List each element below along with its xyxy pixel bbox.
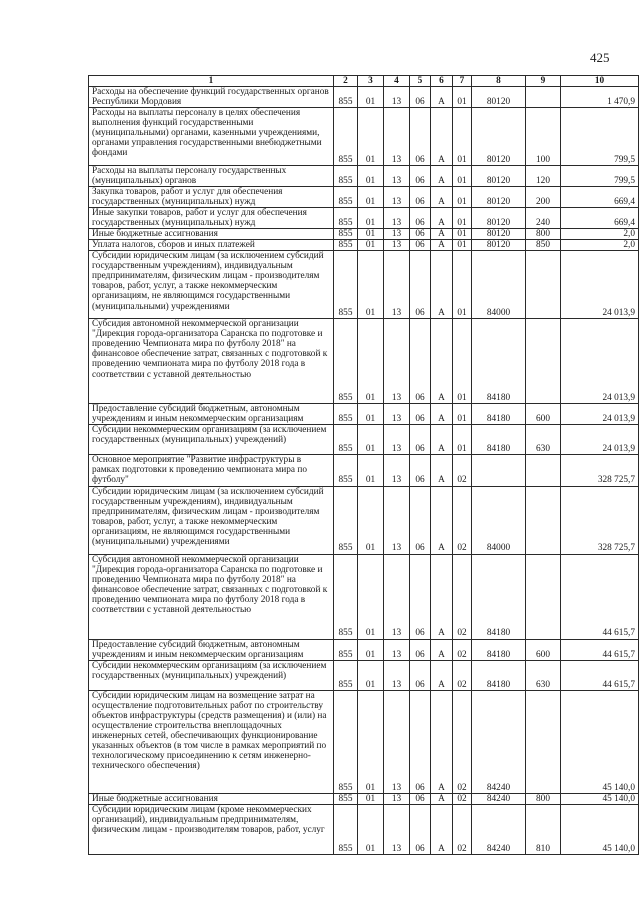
page-number: 425 [590,50,610,65]
row-code-c4: 13 [384,425,410,455]
row-code-c9 [526,251,561,319]
row-code-c8: 80120 [472,187,526,208]
header-cell: 4 [384,76,410,87]
row-code-c3: 01 [358,166,384,187]
table-row [89,793,639,804]
header-row [89,76,639,87]
table-row [89,166,639,187]
row-code-c4: 13 [384,319,410,404]
row-code-c3: 01 [358,319,384,404]
row-code-c4: 13 [384,229,410,240]
row-code-c6: А [431,187,453,208]
header-cell: 9 [526,76,561,87]
row-code-c3: 01 [358,660,384,690]
row-code-c9: 630 [526,660,561,690]
row-amount: 44 615,7 [561,639,639,660]
row-code-c4: 13 [384,87,410,108]
row-code-c3: 01 [358,240,384,251]
table-row [89,319,639,404]
table-row [89,804,639,854]
row-name: Субсидии некоммерческим организациям (за исключением государственных (муниципальных) учреждений) [89,425,334,455]
row-code-c3: 01 [358,690,384,793]
row-code-c5: 06 [410,660,431,690]
row-code-c5: 06 [410,87,431,108]
table-row [89,87,639,108]
row-name: Субсидии юридическим лицам (за исключением субсидий государственным учреждениям), индивидуальным предпринимателям, физическим лицам - производителям товаров, работ, услуг, а также некоммерческим организациям, не являющимся государственными (муниципальными) учреждениями [89,251,334,319]
row-code-c9: 100 [526,108,561,166]
row-code-c2: 855 [334,425,358,455]
row-code-c8: 84000 [472,486,526,554]
row-code-c4: 13 [384,166,410,187]
header-cell: 5 [410,76,431,87]
row-code-c7: 02 [453,486,472,554]
row-code-c4: 13 [384,554,410,639]
row-code-c4: 13 [384,793,410,804]
row-code-c5: 06 [410,251,431,319]
row-code-c2: 855 [334,187,358,208]
row-code-c2: 855 [334,319,358,404]
row-code-c9 [526,554,561,639]
row-code-c2: 855 [334,660,358,690]
row-code-c7: 01 [453,208,472,229]
row-code-c7: 02 [453,554,472,639]
row-code-c3: 01 [358,229,384,240]
row-code-c7: 01 [453,229,472,240]
row-code-c3: 01 [358,251,384,319]
row-amount: 44 615,7 [561,660,639,690]
row-code-c8: 80120 [472,240,526,251]
row-code-c7: 02 [453,660,472,690]
row-code-c5: 06 [410,240,431,251]
header-cell: 1 [89,76,334,87]
row-code-c3: 01 [358,425,384,455]
row-name: Расходы на обеспечение функций государственных органов Республики Мордовия [89,87,334,108]
row-code-c2: 855 [334,87,358,108]
header-cell: 2 [334,76,358,87]
row-code-c8: 84180 [472,319,526,404]
row-code-c5: 06 [410,455,431,486]
row-amount: 2,0 [561,240,639,251]
row-code-c7: 02 [453,690,472,793]
row-code-c6: А [431,455,453,486]
row-amount: 669,4 [561,187,639,208]
row-code-c9: 200 [526,187,561,208]
row-amount: 328 725,7 [561,455,639,486]
table-row [89,404,639,425]
row-amount: 24 013,9 [561,319,639,404]
row-code-c2: 855 [334,486,358,554]
row-code-c2: 855 [334,240,358,251]
row-code-c9: 850 [526,240,561,251]
row-code-c4: 13 [384,639,410,660]
row-code-c5: 06 [410,229,431,240]
row-code-c2: 855 [334,793,358,804]
table-row [89,639,639,660]
row-code-c9: 240 [526,208,561,229]
row-code-c8: 84180 [472,554,526,639]
row-code-c7: 02 [453,639,472,660]
row-code-c9 [526,455,561,486]
row-code-c4: 13 [384,240,410,251]
table-row [89,251,639,319]
row-code-c4: 13 [384,187,410,208]
row-amount: 2,0 [561,229,639,240]
row-code-c7: 01 [453,240,472,251]
row-code-c5: 06 [410,425,431,455]
row-code-c9: 120 [526,166,561,187]
row-code-c8: 84180 [472,639,526,660]
row-name: Субсидия автономной некоммерческой организации "Дирекция города-организатора Саранска по подготовке и проведению Чемпионата мира по футболу 2018" на финансовое обеспечение затрат, связанных с подготовкой к проведению чемпионата мира по футболу 2018 года в соответствии с уставной деятельностью [89,554,334,639]
row-code-c5: 06 [410,319,431,404]
row-code-c8: 84240 [472,690,526,793]
row-code-c8: 84180 [472,404,526,425]
table-row [89,229,639,240]
row-name: Основное мероприятие "Развитие инфраструктуры в рамках подготовки к проведению чемпионата мира по футболу" [89,455,334,486]
row-code-c8: 84240 [472,804,526,854]
budget-table [88,75,639,855]
row-code-c6: А [431,486,453,554]
row-amount: 44 615,7 [561,554,639,639]
row-code-c6: А [431,87,453,108]
row-code-c5: 06 [410,187,431,208]
row-code-c6: А [431,404,453,425]
table-row [89,240,639,251]
row-code-c2: 855 [334,404,358,425]
row-code-c3: 01 [358,639,384,660]
row-code-c9: 630 [526,425,561,455]
row-name: Закупка товаров, работ и услуг для обеспечения государственных (муниципальных) нужд [89,187,334,208]
row-name: Предоставление субсидий бюджетным, автономным учреждениям и иным некоммерческим организациям [89,639,334,660]
row-code-c3: 01 [358,793,384,804]
row-amount: 1 470,9 [561,87,639,108]
row-code-c4: 13 [384,108,410,166]
header-cell: 10 [561,76,639,87]
row-code-c5: 06 [410,804,431,854]
row-code-c8: 80120 [472,229,526,240]
table-row [89,208,639,229]
row-code-c8: 80120 [472,108,526,166]
table-row [89,455,639,486]
row-code-c6: А [431,108,453,166]
row-code-c7: 01 [453,108,472,166]
row-code-c6: А [431,166,453,187]
table-row [89,690,639,793]
row-name: Иные бюджетные ассигнования [89,229,334,240]
row-code-c9 [526,486,561,554]
row-code-c5: 06 [410,404,431,425]
row-amount: 45 140,0 [561,690,639,793]
row-name: Субсидии юридическим лицам на возмещение затрат на осуществление подготовительных работ по строительству объектов инфраструктуры (средств размещения) и (или) на осуществление строительства внеплощадочных инженерных сетей, обеспечивающих функционирование указанных объектов (в том числе в рамках мероприятий по технологическому присоединению к сетям инженерно-технического обеспечения) [89,690,334,793]
table-row [89,425,639,455]
table-row [89,108,639,166]
row-code-c8: 84000 [472,251,526,319]
row-code-c6: А [431,229,453,240]
row-code-c6: А [431,319,453,404]
header-cell: 6 [431,76,453,87]
row-code-c5: 06 [410,208,431,229]
row-code-c9: 810 [526,804,561,854]
row-name: Иные закупки товаров, работ и услуг для обеспечения государственных (муниципальных) нужд [89,208,334,229]
row-code-c3: 01 [358,208,384,229]
row-amount: 45 140,0 [561,804,639,854]
row-code-c6: А [431,554,453,639]
row-code-c9: 800 [526,229,561,240]
row-code-c3: 01 [358,486,384,554]
table-row [89,660,639,690]
row-code-c4: 13 [384,455,410,486]
row-amount: 799,5 [561,108,639,166]
table-row [89,486,639,554]
row-code-c9 [526,690,561,793]
row-code-c6: А [431,660,453,690]
row-code-c3: 01 [358,108,384,166]
row-code-c3: 01 [358,87,384,108]
row-name: Субсидии юридическим лицам (кроме некоммерческих организаций), индивидуальным предпринимателям, физическим лицам - производителям товаров, работ, услуг [89,804,334,854]
row-code-c2: 855 [334,690,358,793]
row-code-c2: 855 [334,639,358,660]
row-code-c7: 01 [453,87,472,108]
row-code-c2: 855 [334,208,358,229]
row-code-c9: 600 [526,404,561,425]
row-code-c3: 01 [358,554,384,639]
row-name: Расходы на выплаты персоналу государственных (муниципальных) органов [89,166,334,187]
row-code-c5: 06 [410,554,431,639]
row-amount: 24 013,9 [561,251,639,319]
row-name: Уплата налогов, сборов и иных платежей [89,240,334,251]
row-code-c7: 02 [453,455,472,486]
row-amount: 669,4 [561,208,639,229]
row-code-c9: 800 [526,793,561,804]
row-name: Субсидии некоммерческим организациям (за исключением государственных (муниципальных) учреждений) [89,660,334,690]
row-amount: 799,5 [561,166,639,187]
row-code-c2: 855 [334,455,358,486]
row-amount: 24 013,9 [561,404,639,425]
row-code-c7: 01 [453,251,472,319]
header-cell: 3 [358,76,384,87]
table-row [89,187,639,208]
row-amount: 328 725,7 [561,486,639,554]
row-code-c7: 01 [453,404,472,425]
row-code-c6: А [431,804,453,854]
row-code-c9 [526,87,561,108]
row-name: Субсидии юридическим лицам (за исключением субсидий государственным учреждениям), индивидуальным предпринимателям, физическим лицам - производителям товаров, работ, услуг, а также некоммерческим организациям, не являющимся государственными (муниципальными) учреждениями [89,486,334,554]
row-code-c8: 80120 [472,208,526,229]
row-code-c6: А [431,793,453,804]
row-code-c2: 855 [334,229,358,240]
row-code-c8: 84180 [472,660,526,690]
header-cell: 8 [472,76,526,87]
row-code-c9 [526,319,561,404]
row-code-c5: 06 [410,793,431,804]
row-code-c5: 06 [410,639,431,660]
row-code-c6: А [431,251,453,319]
row-code-c8: 80120 [472,87,526,108]
row-code-c7: 01 [453,319,472,404]
row-name: Предоставление субсидий бюджетным, автономным учреждениям и иным некоммерческим организациям [89,404,334,425]
row-code-c7: 02 [453,804,472,854]
row-code-c9: 600 [526,639,561,660]
row-code-c4: 13 [384,208,410,229]
header-cell: 7 [453,76,472,87]
row-code-c2: 855 [334,251,358,319]
row-code-c7: 01 [453,187,472,208]
row-code-c4: 13 [384,251,410,319]
row-code-c2: 855 [334,554,358,639]
row-code-c2: 855 [334,166,358,187]
row-code-c6: А [431,240,453,251]
table-row [89,554,639,639]
row-code-c6: А [431,425,453,455]
row-code-c6: А [431,208,453,229]
row-code-c8: 80120 [472,166,526,187]
row-code-c4: 13 [384,690,410,793]
row-code-c7: 02 [453,793,472,804]
row-code-c5: 06 [410,166,431,187]
row-code-c3: 01 [358,804,384,854]
row-code-c5: 06 [410,690,431,793]
row-code-c4: 13 [384,804,410,854]
row-code-c2: 855 [334,804,358,854]
row-amount: 45 140,0 [561,793,639,804]
row-code-c5: 06 [410,486,431,554]
row-code-c3: 01 [358,455,384,486]
row-code-c7: 01 [453,166,472,187]
row-code-c3: 01 [358,187,384,208]
row-name: Расходы на выплаты персоналу в целях обеспечения выполнения функций государственными (муниципальными) органами, казенными учреждениями, органами управления государственными внебюджетными фондами [89,108,334,166]
row-code-c7: 01 [453,425,472,455]
row-amount: 24 013,9 [561,425,639,455]
row-code-c5: 06 [410,108,431,166]
row-code-c2: 855 [334,108,358,166]
row-code-c6: А [431,690,453,793]
row-name: Субсидия автономной некоммерческой организации "Дирекция города-организатора Саранска по подготовке и проведению Чемпионата мира по футболу 2018" на финансовое обеспечение затрат, связанных с подготовкой к проведению чемпионата мира по футболу 2018 года в соответствии с уставной деятельностью [89,319,334,404]
row-name: Иные бюджетные ассигнования [89,793,334,804]
row-code-c8 [472,455,526,486]
row-code-c3: 01 [358,404,384,425]
row-code-c6: А [431,639,453,660]
row-code-c4: 13 [384,404,410,425]
row-code-c4: 13 [384,660,410,690]
row-code-c8: 84240 [472,793,526,804]
row-code-c8: 84180 [472,425,526,455]
row-code-c4: 13 [384,486,410,554]
